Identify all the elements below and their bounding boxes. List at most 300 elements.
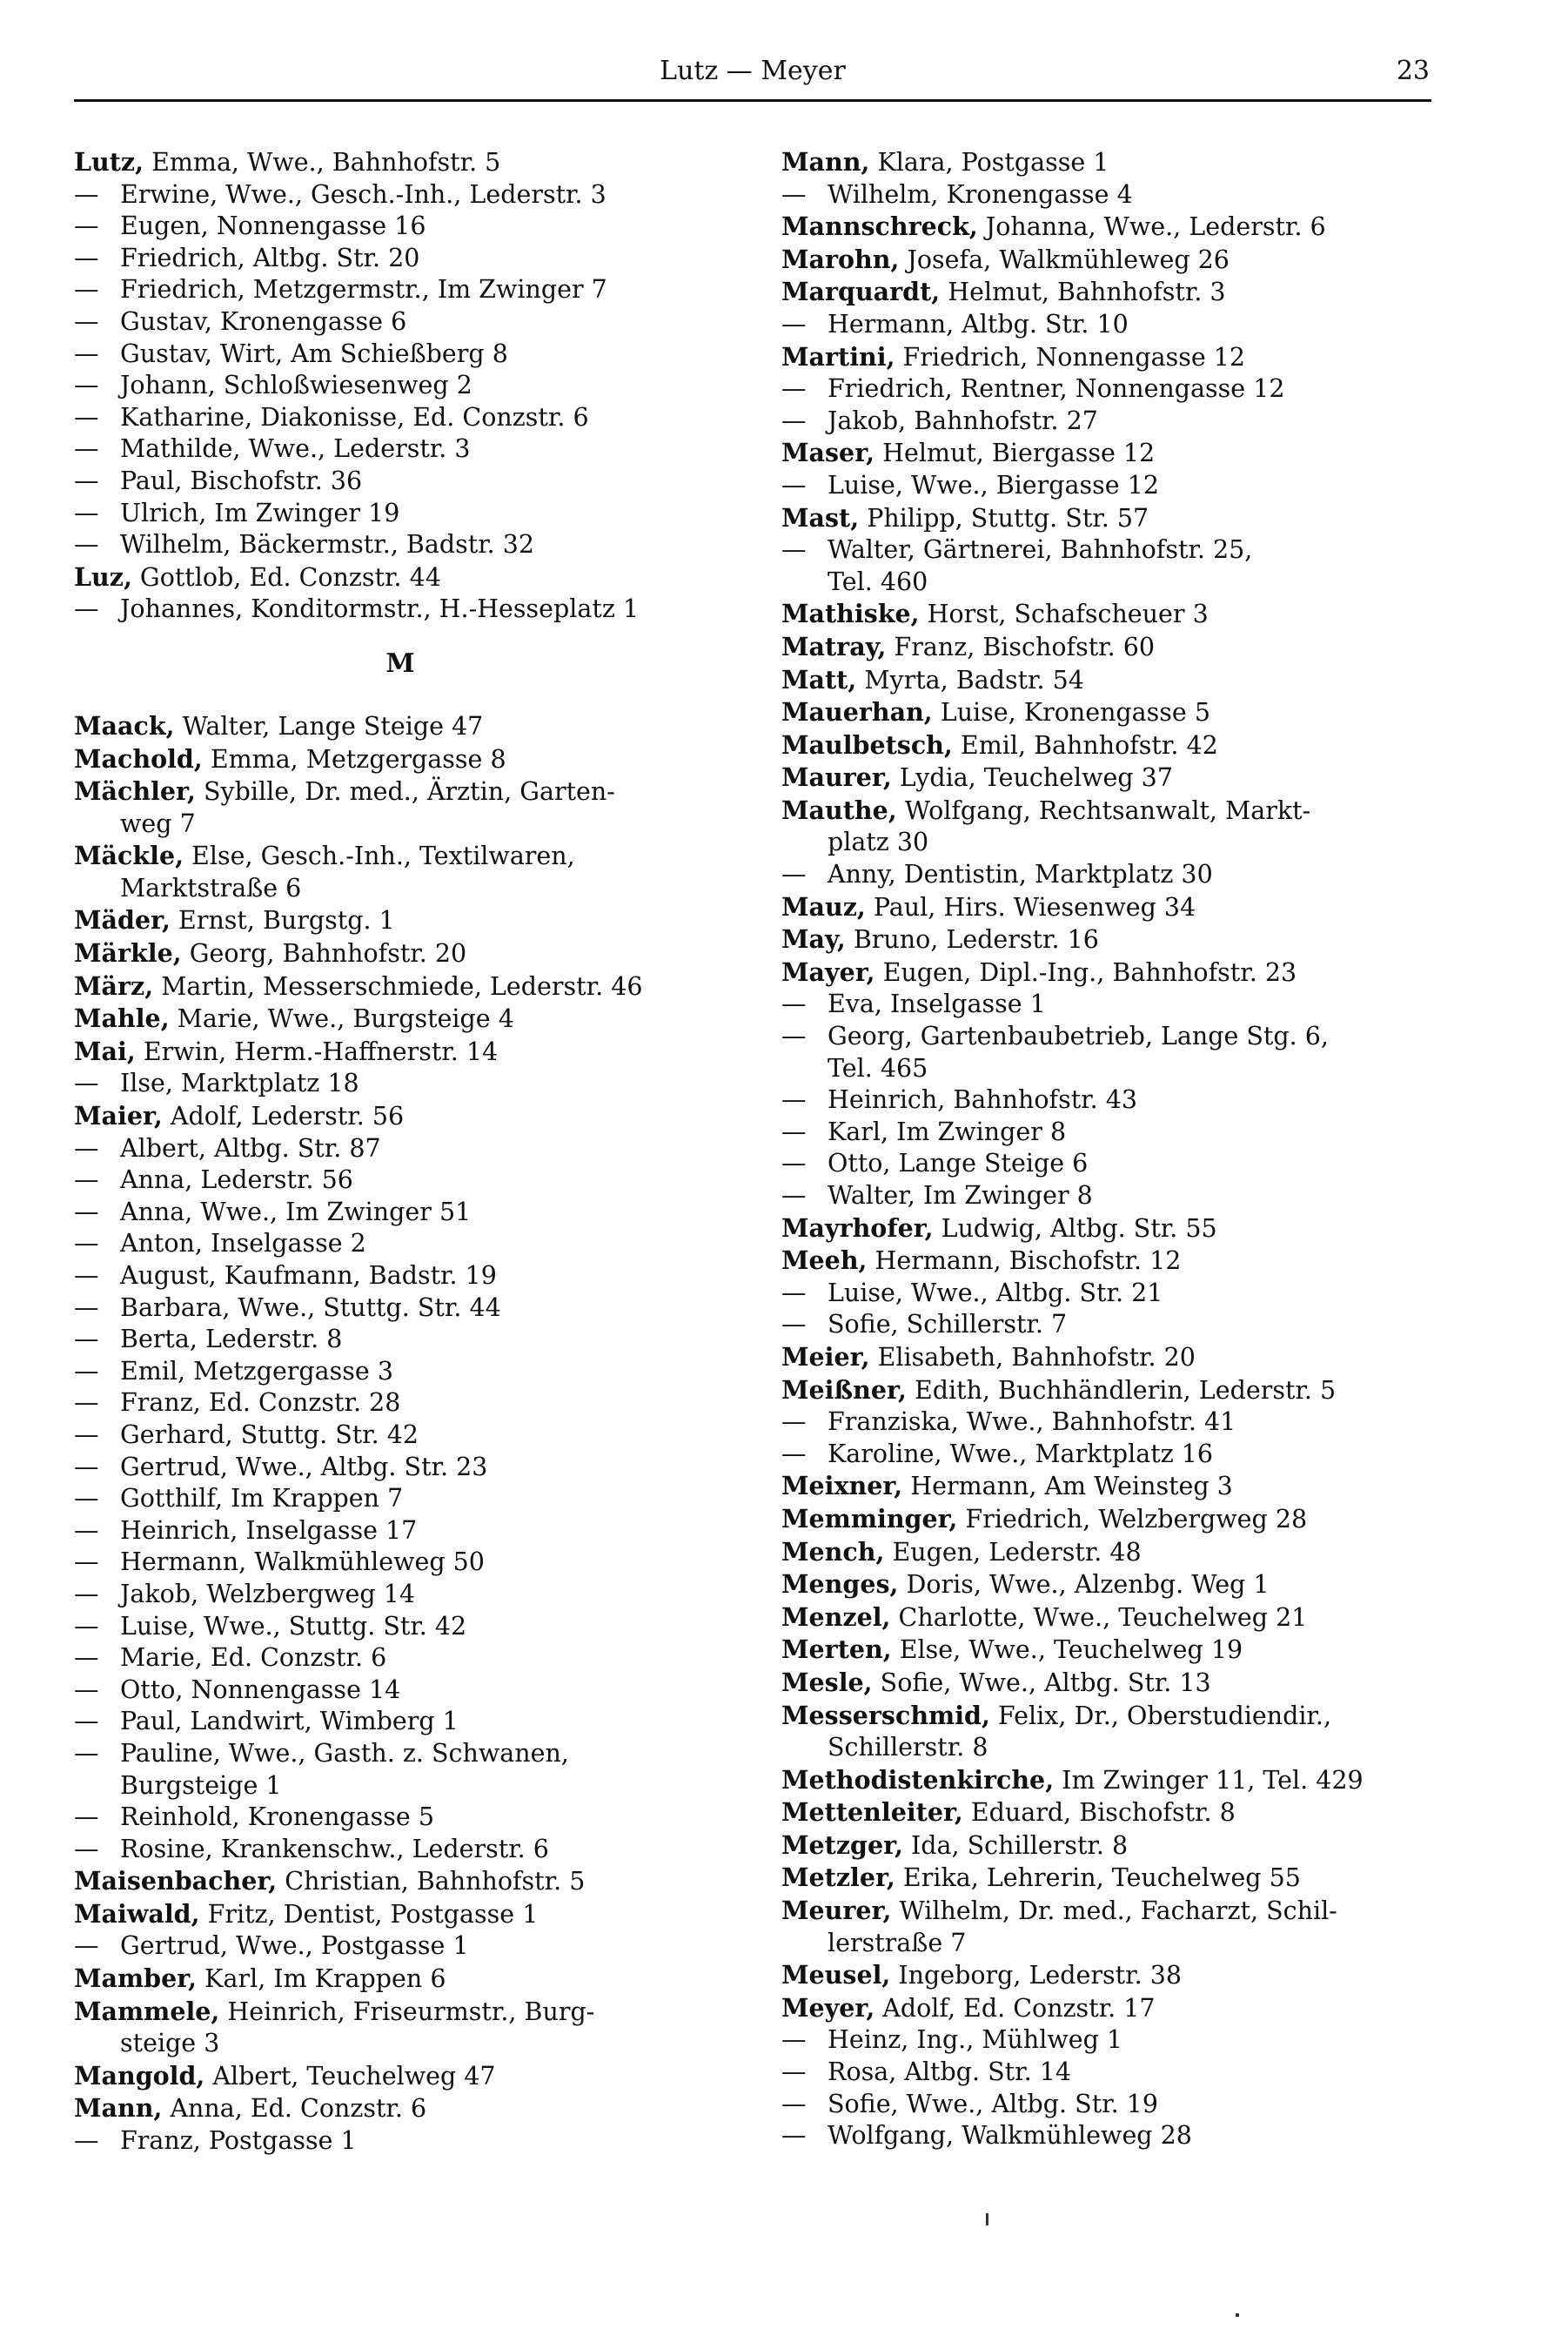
entry-details: Else, Gesch.-Inh., Textilwaren, <box>184 842 575 871</box>
directory-entry <box>74 1579 727 1611</box>
surname: Matray, <box>781 631 887 661</box>
entry-details: Gustav, Kronengasse 6 <box>120 306 407 336</box>
entry-details: Marie, Ed. Conzstr. 6 <box>120 1643 387 1673</box>
entry-details: Helmut, Biergasse 12 <box>874 439 1156 468</box>
entry-continuation: Schillerstr. 8 <box>828 1733 988 1762</box>
directory-entry <box>781 1568 1434 1601</box>
surname: Maisenbacher, <box>74 1866 278 1896</box>
directory-entry <box>781 1700 1434 1733</box>
entry-details: Anton, Inselgasse 2 <box>120 1229 366 1258</box>
repeat-dash: — <box>74 1452 99 1481</box>
directory-entry <box>74 1834 727 1866</box>
surname: Methodistenkirche, <box>781 1764 1055 1795</box>
repeat-dash: — <box>781 860 807 889</box>
entry-details: Walter, Lange Steige 47 <box>174 711 484 741</box>
entry-details: Luise, Wwe., Altbg. Str. 21 <box>828 1278 1163 1307</box>
directory-entry <box>781 1764 1434 1797</box>
directory-entry <box>74 1802 727 1834</box>
entry-details: Walter, Im Zwinger 8 <box>828 1181 1093 1210</box>
directory-entry <box>74 466 727 498</box>
directory-entry <box>74 743 727 776</box>
repeat-dash: — <box>781 2121 807 2151</box>
directory-entry <box>74 1611 727 1643</box>
directory-entry <box>74 1675 727 1707</box>
repeat-dash: — <box>74 402 99 432</box>
directory-entry <box>74 243 727 275</box>
entry-details: Martin, Messerschmiede, Lederstr. 46 <box>153 971 643 1001</box>
entry-details: Wolfgang, Rechtsanwalt, Markt- <box>896 795 1311 825</box>
surname: Meeh, <box>781 1245 868 1276</box>
surname: Mannschreck, <box>781 211 978 242</box>
repeat-dash: — <box>74 1611 99 1641</box>
surname: Meusel, <box>781 1960 891 1990</box>
directory-entry <box>74 1292 727 1325</box>
surname: Matt, <box>781 664 857 695</box>
repeat-dash: — <box>74 466 99 495</box>
repeat-dash: — <box>74 1388 99 1418</box>
repeat-dash: — <box>781 1085 807 1115</box>
repeat-dash: — <box>74 306 99 336</box>
entry-details: Ingeborg, Lederstr. 38 <box>890 1961 1182 1990</box>
directory-entry <box>74 274 727 306</box>
directory-entry <box>74 1133 727 1165</box>
entry-details: August, Kaufmann, Badstr. 19 <box>120 1261 497 1290</box>
directory-entry <box>781 1667 1434 1700</box>
entry-details: Heinrich, Bahnhofstr. 43 <box>828 1085 1138 1115</box>
entry-details: Albert, Altbg. Str. 87 <box>120 1133 381 1163</box>
directory-entry <box>781 1148 1434 1180</box>
surname: Mann, <box>74 2093 163 2124</box>
surname: Marohn, <box>781 244 900 274</box>
surname: Meyer, <box>781 1992 875 2023</box>
surname: Mauz, <box>781 891 866 922</box>
entry-details: Doris, Wwe., Alzenbg. Weg 1 <box>898 1570 1270 1600</box>
surname: März, <box>74 970 154 1001</box>
entry-continuation: Marktstraße 6 <box>120 873 302 903</box>
repeat-dash: — <box>74 1165 99 1195</box>
directory-entry <box>781 1992 1434 2025</box>
entry-details: Erwine, Wwe., Gesch.-Inh., Lederstr. 3 <box>120 179 606 209</box>
surname: Mathiske, <box>781 599 920 629</box>
entry-details: Sofie, Schillerstr. 7 <box>828 1310 1068 1339</box>
entry-details: Anna, Ed. Conzstr. 6 <box>162 2094 427 2124</box>
directory-entry <box>74 1930 727 1963</box>
entry-details: Eugen, Lederstr. 48 <box>884 1537 1142 1567</box>
entry-details: Heinrich, Friseurmstr., Burg- <box>219 1997 595 2026</box>
surname: Meißner, <box>781 1374 907 1405</box>
entry-details: Jakob, Bahnhofstr. 27 <box>828 406 1098 435</box>
entry-continuation: steige 3 <box>120 2029 220 2058</box>
directory-entry <box>74 840 727 873</box>
directory-entry <box>74 1738 727 1770</box>
entry-details: Mathilde, Wwe., Lederstr. 3 <box>120 434 471 464</box>
entry-details: Friedrich, Altbg. Str. 20 <box>120 243 420 272</box>
entry-continuation: Tel. 460 <box>828 567 928 596</box>
repeat-dash: — <box>74 2126 99 2156</box>
directory-entry <box>781 1180 1434 1212</box>
repeat-dash: — <box>74 1484 99 1514</box>
entry-details: Luise, Wwe., Biergasse 12 <box>828 470 1159 500</box>
entry-continuation: platz 30 <box>828 828 929 857</box>
repeat-dash: — <box>781 2025 807 2055</box>
entry-details: Heinrich, Inselgasse 17 <box>120 1515 418 1545</box>
entry-details: Heinz, Ing., Mühlweg 1 <box>828 2025 1123 2055</box>
repeat-dash: — <box>74 243 99 272</box>
directory-entry <box>781 729 1434 762</box>
surname: Maack, <box>74 710 175 741</box>
section-letter: M <box>385 648 415 679</box>
directory-entry <box>781 276 1434 309</box>
directory-entry <box>74 1228 727 1260</box>
entry-details: Emil, Metzgergasse 3 <box>120 1356 393 1386</box>
entry-details: Luise, Kronengasse 5 <box>932 698 1210 728</box>
entry-details: Sybille, Dr. med., Ärztin, Garten- <box>195 777 615 807</box>
directory-entry <box>781 1895 1434 1928</box>
surname: Mäckle, <box>74 841 184 871</box>
directory-entry <box>781 211 1434 244</box>
surname: Mauthe, <box>781 795 897 825</box>
entry-details: Pauline, Wwe., Gasth. z. Schwanen, <box>120 1738 569 1768</box>
entry-details: Gertrud, Wwe., Altbg. Str. 23 <box>120 1452 488 1481</box>
repeat-dash: — <box>74 275 99 305</box>
entry-continuation: Tel. 465 <box>828 1053 928 1083</box>
entry-details: Eugen, Nonnengasse 16 <box>120 211 426 241</box>
directory-entry <box>781 2120 1434 2152</box>
directory-entry <box>74 1515 727 1547</box>
repeat-dash: — <box>74 1261 99 1290</box>
repeat-dash: — <box>74 530 99 560</box>
repeat-dash: — <box>781 535 807 565</box>
entry-details: Friedrich, Metzgermstr., Im Zwinger 7 <box>120 275 607 305</box>
repeat-dash: — <box>74 179 99 209</box>
directory-entry <box>781 989 1434 1021</box>
repeat-dash: — <box>781 1439 807 1468</box>
entry-details: Wilhelm, Dr. med., Facharzt, Schil- <box>891 1896 1337 1926</box>
directory-entry <box>781 502 1434 535</box>
repeat-dash: — <box>781 374 807 404</box>
directory-entry <box>74 904 727 937</box>
surname: Mai, <box>74 1036 136 1066</box>
entry-details: Else, Wwe., Teuchelweg 19 <box>891 1635 1243 1665</box>
entry-details: Ernst, Burgstg. 1 <box>170 906 395 936</box>
entry-details: Otto, Nonnengasse 14 <box>120 1675 401 1704</box>
directory-entry <box>74 1100 727 1133</box>
surname: Metzler, <box>781 1863 895 1893</box>
entry-details: Albert, Teuchelweg 47 <box>204 2061 496 2091</box>
directory-entry <box>781 179 1434 211</box>
entry-details: Walter, Gärtnerei, Bahnhofstr. 25, <box>828 535 1253 565</box>
entry-details: Adolf, Lederstr. 56 <box>162 1102 405 1131</box>
surname: Mench, <box>781 1536 885 1567</box>
surname: Mangold, <box>74 2060 205 2091</box>
entry-details: Klara, Postgasse 1 <box>869 148 1109 177</box>
surname: Machold, <box>74 743 203 774</box>
directory-entry <box>74 594 727 626</box>
scan-speck <box>1236 2313 1239 2317</box>
directory-entry <box>74 1387 727 1420</box>
entry-details: Ida, Schillerstr. 8 <box>902 1830 1129 1860</box>
entry-details: Im Zwinger 11, Tel. 429 <box>1054 1765 1364 1795</box>
repeat-dash: — <box>74 1356 99 1386</box>
repeat-dash: — <box>781 1181 807 1210</box>
directory-entry <box>74 1164 727 1197</box>
entry-details: Wilhelm, Kronengasse 4 <box>828 179 1133 209</box>
directory-entry <box>781 146 1434 179</box>
entry-details: Felix, Dr., Oberstudiendir., <box>989 1701 1332 1730</box>
entry-details: Hermann, Am Weinsteg 3 <box>902 1472 1233 1501</box>
directory-entry <box>781 1503 1434 1536</box>
directory-entry <box>781 1212 1434 1245</box>
entry-details: Eugen, Dipl.-Ing., Bahnhofstr. 23 <box>874 957 1297 987</box>
surname: Menzel, <box>781 1601 891 1632</box>
directory-entry <box>74 179 727 211</box>
directory-entry <box>74 370 727 402</box>
entry-details: Rosine, Krankenschw., Lederstr. 6 <box>120 1834 549 1863</box>
directory-entry <box>74 498 727 530</box>
repeat-dash: — <box>781 2089 807 2118</box>
repeat-dash: — <box>74 1229 99 1258</box>
repeat-dash: — <box>74 1515 99 1545</box>
surname: Maulbetsch, <box>781 729 953 760</box>
repeat-dash: — <box>74 211 99 241</box>
directory-entry <box>781 1374 1434 1407</box>
directory-entry <box>781 2089 1434 2121</box>
entry-details: Erwin, Herm.-Haffnerstr. 14 <box>135 1037 499 1066</box>
directory-entry <box>781 373 1434 406</box>
directory-entry <box>781 1536 1434 1569</box>
entry-details: Christian, Bahnhofstr. 5 <box>277 1867 586 1896</box>
entry-details: Franz, Ed. Conzstr. 28 <box>120 1388 401 1418</box>
directory-entry <box>74 1706 727 1738</box>
entry-details: Eva, Inselgasse 1 <box>828 990 1046 1019</box>
entry-details: Ludwig, Altbg. Str. 55 <box>933 1213 1217 1243</box>
surname: Mäder, <box>74 905 171 936</box>
surname: Mamber, <box>74 1963 198 1994</box>
entry-details: Paul, Landwirt, Wimberg 1 <box>120 1707 459 1736</box>
repeat-dash: — <box>781 1310 807 1339</box>
surname: Maier, <box>74 1101 163 1131</box>
surname: Maiwald, <box>74 1898 200 1929</box>
entry-details: Erika, Lehrerin, Teuchelweg 55 <box>895 1863 1301 1893</box>
repeat-dash: — <box>74 1197 99 1226</box>
repeat-dash: — <box>781 309 807 339</box>
entry-details: Emma, Wwe., Bahnhofstr. 5 <box>144 148 501 177</box>
entry-details: Helmut, Bahnhofstr. 3 <box>940 278 1226 307</box>
repeat-dash: — <box>781 470 807 500</box>
directory-entry <box>74 1197 727 1229</box>
directory-entry <box>781 1862 1434 1895</box>
surname: Merten, <box>781 1634 892 1665</box>
surname: Mauerhan, <box>781 697 933 728</box>
directory-entry <box>74 1356 727 1388</box>
directory-entry <box>781 2024 1434 2057</box>
entry-details: Hermann, Walkmühleweg 50 <box>120 1547 485 1577</box>
entry-details: Elisabeth, Bahnhofstr. 20 <box>869 1342 1196 1372</box>
entry-details: Georg, Bahnhofstr. 20 <box>181 939 467 969</box>
entry-details: Katharine, Diakonisse, Ed. Conzstr. 6 <box>120 402 589 432</box>
surname: Mayer, <box>781 956 875 987</box>
page-number: 23 <box>1396 56 1430 86</box>
surname: Marquardt, <box>781 277 941 307</box>
directory-entry <box>781 631 1434 664</box>
directory-entry <box>74 1420 727 1452</box>
entry-details: Bruno, Lederstr. 16 <box>845 925 1099 955</box>
directory-entry <box>74 1642 727 1675</box>
directory-entry <box>781 1084 1434 1117</box>
entry-continuation: Burgsteige 1 <box>120 1770 282 1800</box>
entry-continuation: weg 7 <box>120 809 196 838</box>
directory-entry <box>781 762 1434 795</box>
entry-details: Friedrich, Welzbergweg 28 <box>957 1504 1308 1534</box>
surname: Mahle, <box>74 1003 170 1034</box>
surname: Mast, <box>781 502 860 533</box>
directory-entry <box>74 970 727 1003</box>
entry-details: Fritz, Dentist, Postgasse 1 <box>199 1899 539 1929</box>
entry-details: Johannes, Konditormstr., H.-Hesseplatz 1 <box>120 594 640 624</box>
entry-details: Otto, Lange Steige 6 <box>828 1149 1089 1178</box>
directory-entry <box>74 1547 727 1579</box>
entry-details: Anna, Lederstr. 56 <box>120 1165 353 1195</box>
entry-details: Philipp, Stuttg. Str. 57 <box>859 503 1149 533</box>
directory-entry <box>781 795 1434 828</box>
directory-entry <box>74 211 727 243</box>
surname: Meurer, <box>781 1896 892 1926</box>
surname: Luz, <box>74 561 132 592</box>
directory-entry <box>74 402 727 434</box>
entry-details: Barbara, Wwe., Stuttg. Str. 44 <box>120 1292 501 1322</box>
entry-details: Myrta, Badstr. 54 <box>856 665 1084 695</box>
repeat-dash: — <box>781 179 807 209</box>
surname: Menges, <box>781 1569 899 1600</box>
directory-entry <box>781 923 1434 956</box>
directory-entry <box>74 2125 727 2158</box>
repeat-dash: — <box>74 434 99 464</box>
entry-details: Anna, Wwe., Im Zwinger 51 <box>120 1197 472 1226</box>
entry-details: Charlotte, Wwe., Teuchelweg 21 <box>890 1602 1308 1632</box>
entry-continuation: lerstraße 7 <box>828 1928 967 1957</box>
entry-details: Karoline, Wwe., Marktplatz 16 <box>828 1439 1214 1468</box>
directory-entry <box>781 1796 1434 1829</box>
surname: Mesle, <box>781 1667 873 1697</box>
entry-details: Emma, Metzgergasse 8 <box>202 744 506 774</box>
entry-details: Friedrich, Rentner, Nonnengasse 12 <box>828 374 1285 404</box>
repeat-dash: — <box>74 1579 99 1608</box>
entry-details: Johann, Schloßwiesenweg 2 <box>120 371 472 400</box>
directory-entry <box>74 710 727 743</box>
repeat-dash: — <box>781 2057 807 2087</box>
entry-details: Ulrich, Im Zwinger 19 <box>120 498 400 527</box>
directory-entry <box>74 1865 727 1898</box>
directory-entry <box>781 1341 1434 1374</box>
directory-entry <box>781 309 1434 341</box>
surname: Metzger, <box>781 1829 903 1860</box>
entry-details: Jakob, Welzbergweg 14 <box>120 1579 415 1608</box>
repeat-dash: — <box>781 1407 807 1437</box>
page-header <box>74 54 1431 102</box>
surname: Maurer, <box>781 762 892 793</box>
directory-entry <box>781 1278 1434 1310</box>
directory-entry <box>74 1898 727 1931</box>
directory-entry <box>781 341 1434 374</box>
directory-entry <box>781 2057 1434 2089</box>
entry-details: Gertrud, Wwe., Postgasse 1 <box>120 1931 469 1961</box>
entry-details: Friedrich, Nonnengasse 12 <box>895 342 1246 372</box>
directory-entry <box>74 1452 727 1484</box>
directory-entry <box>781 1601 1434 1634</box>
directory-entry <box>74 937 727 970</box>
directory-entry <box>74 433 727 466</box>
repeat-dash: — <box>74 1675 99 1704</box>
directory-entry <box>74 339 727 371</box>
entry-details: Luise, Wwe., Stuttg. Str. 42 <box>120 1611 467 1641</box>
surname: Meixner, <box>781 1471 903 1501</box>
directory-entry <box>74 1260 727 1292</box>
left-column <box>74 146 727 2158</box>
repeat-dash: — <box>74 1069 99 1098</box>
surname: Märkle, <box>74 938 182 969</box>
repeat-dash: — <box>74 371 99 400</box>
entry-details: Hermann, Bischofstr. 12 <box>867 1246 1182 1276</box>
entry-details: Wolfgang, Walkmühleweg 28 <box>828 2121 1192 2151</box>
repeat-dash: — <box>781 1117 807 1146</box>
entry-details: Ilse, Marktplatz 18 <box>120 1069 359 1098</box>
repeat-dash: — <box>781 1149 807 1178</box>
repeat-dash: — <box>74 1325 99 1354</box>
directory-entry <box>781 1439 1434 1471</box>
repeat-dash: — <box>74 594 99 624</box>
directory-entry <box>781 696 1434 729</box>
directory-entry <box>781 1117 1434 1149</box>
directory-entry <box>781 1634 1434 1667</box>
directory-entry <box>74 1963 727 1996</box>
repeat-dash: — <box>74 339 99 368</box>
entry-details: Rosa, Altbg. Str. 14 <box>828 2057 1071 2087</box>
entry-details: Gerhard, Stuttg. Str. 42 <box>120 1420 419 1449</box>
directory-entry <box>74 561 727 594</box>
entry-details: Sofie, Wwe., Altbg. Str. 19 <box>828 2089 1159 2118</box>
entry-details: Emil, Bahnhofstr. 42 <box>952 730 1218 760</box>
surname: Meier, <box>781 1341 870 1372</box>
entry-details: Franz, Bischofstr. 60 <box>886 632 1156 661</box>
entry-details: Paul, Bischofstr. 36 <box>120 466 363 495</box>
repeat-dash: — <box>781 406 807 435</box>
directory-entry <box>781 1959 1434 1992</box>
directory-entry <box>781 891 1434 924</box>
directory-entry <box>781 1406 1434 1439</box>
surname: Mann, <box>781 147 870 177</box>
directory-entry <box>74 146 727 179</box>
entry-details: Berta, Lederstr. 8 <box>120 1325 343 1354</box>
entry-details: Gotthilf, Im Krappen 7 <box>120 1484 404 1514</box>
entry-details: Gottlob, Ed. Conzstr. 44 <box>131 562 441 592</box>
entry-details: Georg, Gartenbaubetrieb, Lange Stg. 6, <box>828 1022 1329 1051</box>
repeat-dash: — <box>74 1547 99 1577</box>
directory-entry <box>781 1829 1434 1863</box>
repeat-dash: — <box>74 1133 99 1163</box>
entry-details: Eduard, Bischofstr. 8 <box>962 1798 1236 1828</box>
directory-entry <box>781 598 1434 631</box>
entry-details: Franziska, Wwe., Bahnhofstr. 41 <box>828 1407 1236 1437</box>
surname: Maser, <box>781 438 875 468</box>
entry-details: Gustav, Wirt, Am Schießberg 8 <box>120 339 508 368</box>
surname: Mammele, <box>74 1996 220 2026</box>
running-title: Lutz — Meyer <box>660 56 846 86</box>
entry-details: Sofie, Wwe., Altbg. Str. 13 <box>872 1668 1211 1697</box>
surname: Mettenleiter, <box>781 1797 963 1828</box>
repeat-dash: — <box>74 498 99 527</box>
entry-details: Horst, Schafscheuer 3 <box>919 600 1209 629</box>
directory-entry <box>781 1470 1434 1503</box>
